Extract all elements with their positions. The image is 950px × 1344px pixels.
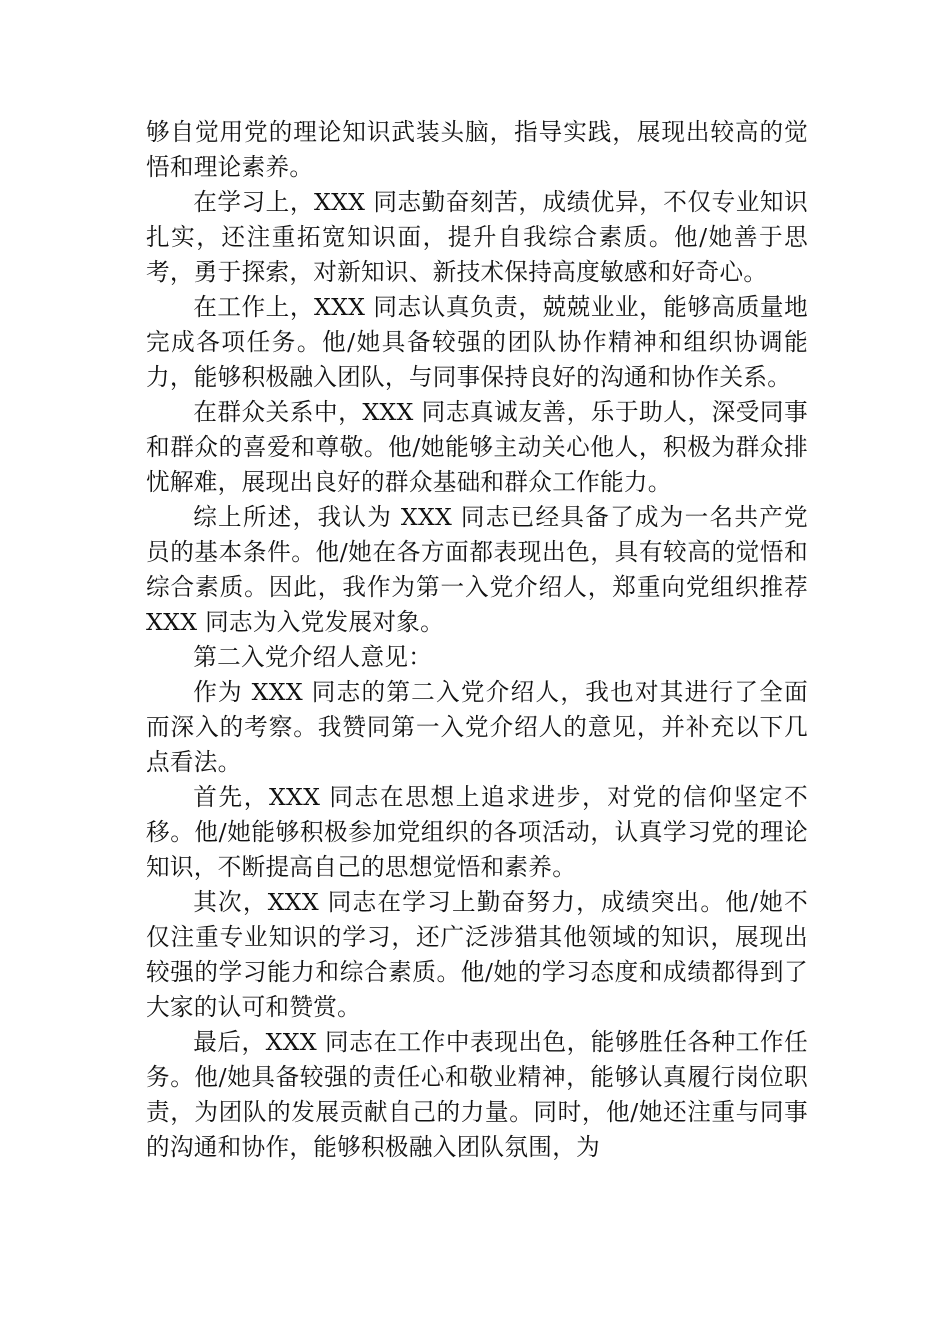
paragraph-1: 够自觉用党的理论知识武装头脑，指导实践，展现出较高的觉悟和理论素养。 <box>146 118 808 181</box>
paragraph-5: 综上所述，我认为 XXX 同志已经具备了成为一名共产党员的基本条件。他/她在各方面都表现出色，具有较高的觉悟和综合素质。因此，我作为第一入党介绍人，郑重向党组织推荐 XXX 同志为入党发展对象。 <box>146 503 808 636</box>
paragraph-8: 首先，XXX 同志在思想上追求进步，对党的信仰坚定不移。他/她能够积极参加党组织的各项活动，认真学习党的理论知识，不断提高自己的思想觉悟和素养。 <box>146 783 808 881</box>
document-body <box>146 115 808 1165</box>
paragraph-9: 其次，XXX 同志在学习上勤奋努力，成绩突出。他/她不仅注重专业知识的学习，还广泛涉猎其他领域的知识，展现出较强的学习能力和综合素质。他/她的学习态度和成绩都得到了大家的认可和赞赏。 <box>146 888 808 1021</box>
paragraph-4: 在群众关系中，XXX 同志真诚友善，乐于助人，深受同事和群众的喜爱和尊敬。他/她能够主动关心他人，积极为群众排忧解难，展现出良好的群众基础和群众工作能力。 <box>146 398 808 496</box>
section-heading-second-introducer: 第二入党介绍人意见： <box>193 643 433 671</box>
paragraph-7: 作为 XXX 同志的第二入党介绍人，我也对其进行了全面而深入的考察。我赞同第一入党介绍人的意见，并补充以下几点看法。 <box>146 678 808 776</box>
paragraph-3: 在工作上，XXX 同志认真负责，兢兢业业，能够高质量地完成各项任务。他/她具备较强的团队协作精神和组织协调能力，能够积极融入团队，与同事保持良好的沟通和协作关系。 <box>146 293 808 391</box>
paragraph-10: 最后，XXX 同志在工作中表现出色，能够胜任各种工作任务。他/她具备较强的责任心和敬业精神，能够认真履行岗位职责，为团队的发展贡献自己的力量。同时，他/她还注重与同事的沟通和协作，能够积极融入团队氛围，为 <box>146 1028 808 1161</box>
paragraph-2: 在学习上，XXX 同志勤奋刻苦，成绩优异，不仅专业知识扎实，还注重拓宽知识面，提升自我综合素质。他/她善于思考，勇于探索，对新知识、新技术保持高度敏感和好奇心。 <box>146 188 808 286</box>
